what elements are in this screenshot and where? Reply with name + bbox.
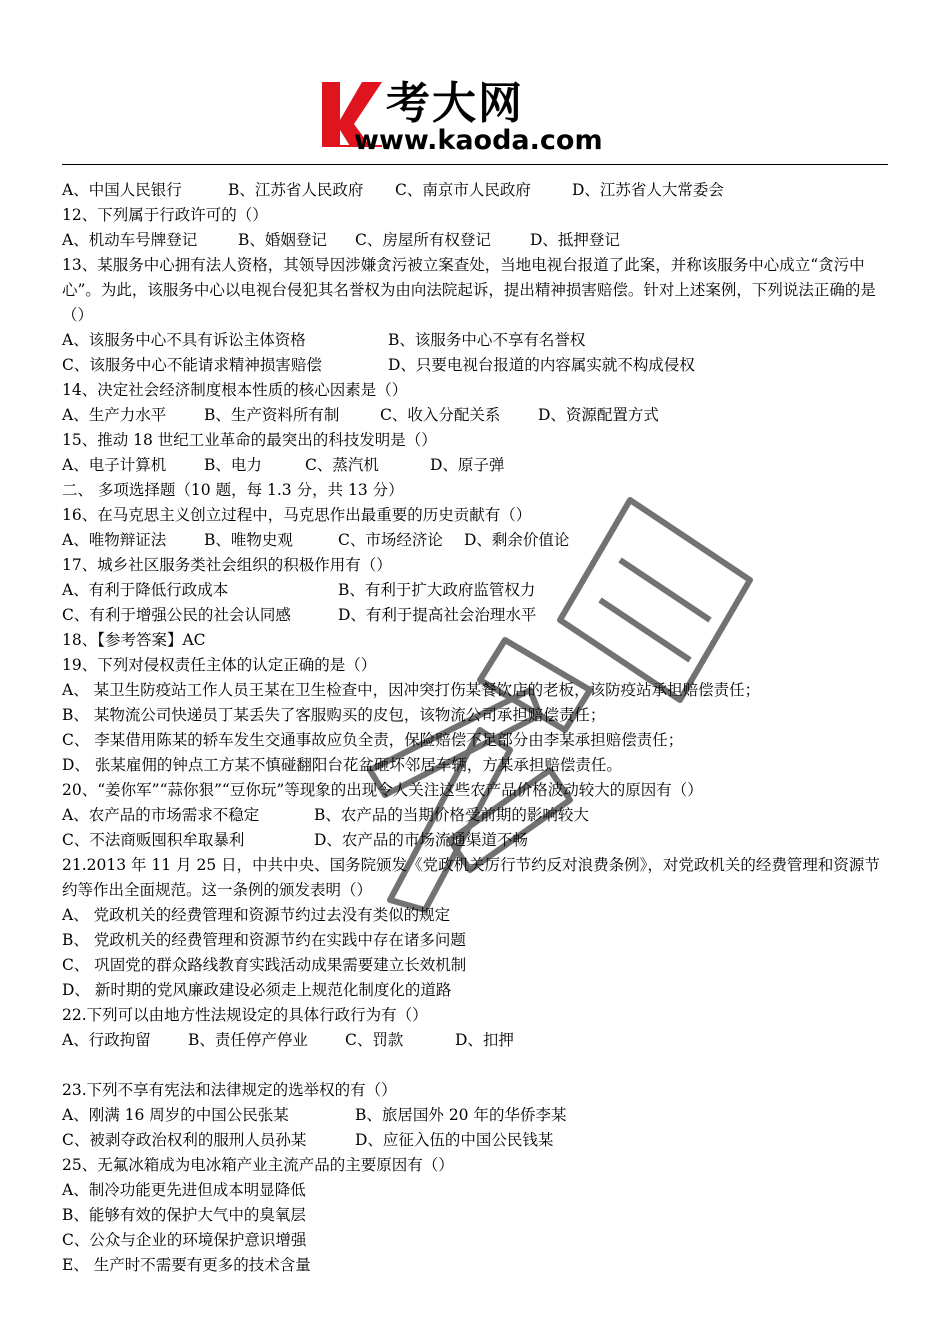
- option-a: A、唯物辩证法: [62, 531, 167, 549]
- option-a: A、 党政机关的经费管理和资源节约过去没有类似的规定: [62, 906, 451, 924]
- option-b: B、责任停产停业: [188, 1031, 308, 1049]
- option-a: A、制冷功能更先进但成本明显降低: [62, 1181, 306, 1199]
- option-row: [62, 528, 890, 553]
- option-row: [62, 803, 890, 828]
- option-row: [62, 828, 890, 853]
- question-15: 15、推动 18 世纪工业革命的最突出的科技发明是（）: [62, 431, 437, 449]
- option-c: C、南京市人民政府: [395, 181, 531, 199]
- option-row: [62, 1103, 890, 1128]
- question-25: 25、无氟冰箱成为电冰箱产业主流产品的主要原因有（）: [62, 1156, 454, 1174]
- option-c: C、公众与企业的环境保护意识增强: [62, 1231, 307, 1249]
- option-row: [62, 453, 890, 478]
- section-heading: 二、 多项选择题（10 题，每 1.3 分，共 13 分）: [62, 481, 404, 499]
- blank-line: [62, 1053, 890, 1078]
- page-header: [0, 0, 950, 168]
- option-a: A、 某卫生防疫站工作人员王某在卫生检查中，因冲突打伤某餐饮店的老板，该防疫站承担赔偿责任；: [62, 681, 761, 699]
- option-d: D、应征入伍的中国公民钱某: [355, 1131, 554, 1149]
- option-b: B、农产品的当期价格受前期的影响较大: [314, 806, 589, 824]
- option-b: B、能够有效的保护大气中的臭氧层: [62, 1206, 306, 1224]
- question-21: 21.2013 年 11 月 25 日，中共中央、国务院颁发《党政机关厉行节约反对浪费条例》，对党政机关的经费管理和资源节约等作出全面规范。这一条例的颁发表明（）: [62, 856, 880, 899]
- option-a: A、行政拘留: [62, 1031, 151, 1049]
- option-a: A、电子计算机: [62, 456, 167, 474]
- option-c: C、该服务中心不能请求精神损害赔偿: [62, 356, 322, 374]
- question-23: 23.下列不享有宪法和法律规定的选举权的有（）: [62, 1081, 397, 1099]
- option-d: D、原子弹: [430, 456, 505, 474]
- option-c: C、不法商贩囤积牟取暴利: [62, 831, 245, 849]
- question-19: 19、下列对侵权责任主体的认定正确的是（）: [62, 656, 377, 674]
- logo-text: 考大网: [386, 78, 524, 129]
- question-20: 20、“姜你军”“蒜你狠”“豆你玩”等现象的出现令人关注这些农产品价格波动较大的原因有（）: [62, 781, 703, 799]
- option-b: B、有利于扩大政府监管权力: [338, 581, 536, 599]
- question-12: 12、下列属于行政许可的（）: [62, 206, 268, 224]
- option-row: [62, 603, 890, 628]
- logo-url: www.kaoda.com: [354, 125, 603, 156]
- option-a: A、中国人民银行: [62, 181, 182, 199]
- question-22: 22.下列可以由地方性法规设定的具体行政行为有（）: [62, 1006, 428, 1024]
- question-17: 17、城乡社区服务类社会组织的积极作用有（）: [62, 556, 392, 574]
- option-row: [62, 353, 890, 378]
- option-d: D、农产品的市场流通渠道不畅: [314, 831, 528, 849]
- option-row: [62, 228, 890, 253]
- option-b: B、电力: [204, 456, 262, 474]
- option-b: B、江苏省人民政府: [228, 181, 364, 199]
- option-a: A、农产品的市场需求不稳定: [62, 806, 260, 824]
- option-d: D、剩余价值论: [464, 531, 570, 549]
- option-c: C、 巩固党的群众路线教育实践活动成果需要建立长效机制: [62, 956, 467, 974]
- option-b: B、该服务中心不享有名誉权: [388, 331, 586, 349]
- option-d: D、 张某雇佣的钟点工方某不慎碰翻阳台花盆砸坏邻居车辆，方某承担赔偿责任。: [62, 756, 622, 774]
- option-d: D、只要电视台报道的内容属实就不构成侵权: [388, 356, 695, 374]
- option-d: D、有利于提高社会治理水平: [338, 606, 537, 624]
- question-14: 14、决定社会经济制度根本性质的核心因素是（）: [62, 381, 408, 399]
- option-b: B、唯物史观: [204, 531, 293, 549]
- option-d: D、扣押: [455, 1031, 514, 1049]
- question-13: 13、某服务中心拥有法人资格，其领导因涉嫌贪污被立案查处，当地电视台报道了此案，并称该服务中心成立“贪污中心”。为此，该服务中心以电视台侵犯其名誉权为由向法院起诉，提出精神损害赔偿。针对上述案例，下列说法正确的是（）: [62, 256, 876, 324]
- option-row: [62, 328, 890, 353]
- option-row: [62, 178, 890, 203]
- option-b: B、旅居国外 20 年的华侨李某: [355, 1106, 567, 1124]
- option-c: C、收入分配关系: [380, 406, 501, 424]
- option-row: [62, 403, 890, 428]
- option-c: C、蒸汽机: [305, 456, 379, 474]
- option-d: D、江苏省人大常委会: [572, 181, 724, 199]
- option-c: C、罚款: [345, 1031, 404, 1049]
- question-16: 16、在马克思主义创立过程中，马克思作出最重要的历史贡献有（）: [62, 506, 532, 524]
- option-a: A、有利于降低行政成本: [62, 581, 229, 599]
- option-a: A、生产力水平: [62, 406, 167, 424]
- option-b: B、 党政机关的经费管理和资源节约在实践中存在诸多问题: [62, 931, 466, 949]
- option-c: C、市场经济论: [338, 531, 443, 549]
- question-18: 18、【参考答案】AC: [62, 631, 206, 649]
- option-row: [62, 1128, 890, 1153]
- option-b: B、 某物流公司快递员丁某丢失了客服购买的皮包，该物流公司承担赔偿责任；: [62, 706, 606, 724]
- option-e: E、 生产时不需要有更多的技术含量: [62, 1256, 311, 1274]
- option-b: B、生产资料所有制: [204, 406, 340, 424]
- option-a: A、该服务中心不具有诉讼主体资格: [62, 331, 306, 349]
- option-b: B、婚姻登记: [238, 231, 327, 249]
- option-d: D、 新时期的党风廉政建设必须走上规范化制度化的道路: [62, 981, 452, 999]
- option-a: A、机动车号牌登记: [62, 231, 198, 249]
- option-a: A、刚满 16 周岁的中国公民张某: [62, 1106, 289, 1124]
- option-c: C、房屋所有权登记: [355, 231, 491, 249]
- option-d: D、资源配置方式: [538, 406, 659, 424]
- option-row: [62, 578, 890, 603]
- option-c: C、 李某借用陈某的轿车发生交通事故应负全责，保险赔偿不足部分由李某承担赔偿责任；: [62, 731, 684, 749]
- option-c: C、有利于增强公民的社会认同感: [62, 606, 291, 624]
- option-row: [62, 1028, 890, 1053]
- option-c: C、被剥夺政治权利的服刑人员孙某: [62, 1131, 307, 1149]
- option-d: D、抵押登记: [530, 231, 620, 249]
- header-divider: [62, 164, 888, 165]
- exam-content: [62, 178, 890, 1278]
